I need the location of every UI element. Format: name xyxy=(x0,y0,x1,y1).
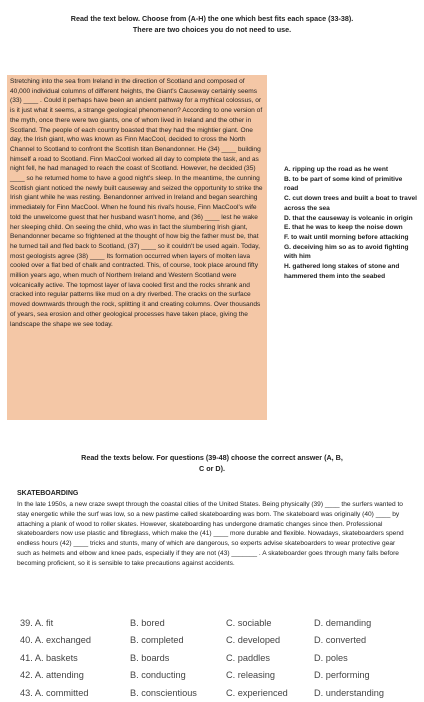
question-42-row xyxy=(20,667,420,685)
answer-choice: 43. A. committed xyxy=(20,687,89,698)
answer-choice: 40. A. exchanged xyxy=(20,635,92,646)
option-c: C. cut down trees and built a boat to travel across the sea xyxy=(284,195,417,212)
skateboarding-passage: In the late 1950s, a new craze swept through the coastal cities of the United States. Being physically (39) ____ the surfers wanted to stay energetic while the surf was low, so a new pastime called skateboarding was born. The skateboard was originally (40) ____ by attaching a plank of wood to roller skates. However, skateboarding has undergone dramatic changes since then. Professional skateboarders now use plastic and fibreglass, which make the (41) ____ more durable and flexible. Nowadays, skateboarders spend endless hours (42) ____ tricks and stunts, many of which are dangerous, so experts advise skateboarders to wear protective gear such as helmets and elbow and knee pads, especially if they are not (43) _______ . A skateboarder goes through many falls before becoming proficient, so it is sensible to take precautions against accidents. xyxy=(17,501,404,567)
question-40-row xyxy=(20,632,420,650)
answer-choice: B. conducting xyxy=(130,670,186,681)
answer-choice: D. converted xyxy=(314,635,367,646)
answer-choice: 41. A. baskets xyxy=(20,652,78,663)
option-b: B. to be part of some kind of primitive road xyxy=(284,175,403,193)
options-list xyxy=(284,165,418,281)
answer-choice: C. developed xyxy=(226,635,281,646)
section2-instructions: Read the texts below. For questions (39-48) choose the correct answer (A, B, C or D). xyxy=(81,453,343,473)
answer-choice: C. releasing xyxy=(226,670,276,681)
answer-choice: D. demanding xyxy=(314,617,372,628)
answer-choice: C. experienced xyxy=(226,687,288,698)
giants-causeway-passage: Stretching into the sea from Ireland in the direction of Scotland and composed of 40,000 individual columns of different heights, the Giant's Causeway certainly seems (33) ____ . Could it perhaps have been an ancient pathway for a mythical colossus, or is it just what it seems, a strange geological phenomenon? According to one version of the myth, once there were two giants, one of whom lived in Ireland and the other in Scotland. The people of each country boasted that they had the mightier giant. One day, the Irish giant, who was known as Finn MacCool, decided to cross the North Channel to Scotland to confront the Scottish titan Benandonner. He (34) ____ building himself a road to Scotland. Finn MacCool worked all day to complete the task, and as night fell, he had managed to reach the coast of Scotland. However, he decided (35) ____ so he returned home to have a good night's sleep. In the meantime, the cunning Scottish giant noticed the newly built causeway and seized the opportunity to strike the Irish giant while he was resting. Benandonner arrived in Ireland and began searching immediately for Finn MacCool. When he found his rival's house, Finn MacCool's wife told the unwelcome guest that her husband wasn't home, and (36) ____ lest he wake her sleeping child. On seeing the child, who was in fact the slumbering Irish giant, Benandonner became so frightened at the thought of how big the father must be, that he turned tail and fled back to Scotland, (37) ____ so it couldn't be used again. Today, most geologists agree (38) ____ Its formation occurred when layers of molten lava cooled over a flat bed of chalk and contracted. This, of course, took place around fifty million years ago, when much of Northern Ireland and Western Scotland were volcanically active. The topmost layer of lava cooled first and the rocks shrank and cracked into regular patterns like mud on a dry riverbed. The cracks on the surface moved downwards through the rock, splitting it and creating columns. Over thousands of years, sea erosion and other geological processes have taken place, giving the landscape the shape we see today. xyxy=(7,75,267,420)
option-a: A. ripping up the road as he went xyxy=(284,166,389,173)
answer-choices xyxy=(20,614,420,702)
question-39-row xyxy=(20,614,420,632)
section1-instructions: Read the text below. Choose from (A-H) the one which best fits each space (33-38). There are two choices you do not need to use. xyxy=(70,14,354,34)
question-41-row xyxy=(20,649,420,667)
option-f: F. to wait until morning before attacking xyxy=(284,233,409,241)
answer-choice: B. bored xyxy=(130,617,165,628)
option-g: G. deceiving him so as to avoid fighting with him xyxy=(284,243,409,261)
answer-choice: D. understanding xyxy=(314,687,384,698)
question-43-row xyxy=(20,684,420,702)
answer-choice: B. conscientious xyxy=(130,687,197,698)
skateboarding-title: SKATEBOARDING xyxy=(17,490,79,497)
answer-choice: C. sociable xyxy=(226,617,272,628)
answer-choice: 42. A. attending xyxy=(20,670,84,681)
answer-choice: B. boards xyxy=(130,652,170,663)
answer-choice: D. performing xyxy=(314,670,370,681)
option-d: D. that the causeway is volcanic in origin xyxy=(284,214,413,222)
answer-choice: C. paddles xyxy=(226,652,270,663)
answer-choice: D. poles xyxy=(314,652,348,663)
option-h: H. gathered long stakes of stone and hammered them into the seabed xyxy=(284,263,400,280)
option-e: E. that he was to keep the noise down xyxy=(284,224,403,232)
answer-choice: B. completed xyxy=(130,635,184,646)
answer-choice: 39. A. fit xyxy=(20,617,54,628)
